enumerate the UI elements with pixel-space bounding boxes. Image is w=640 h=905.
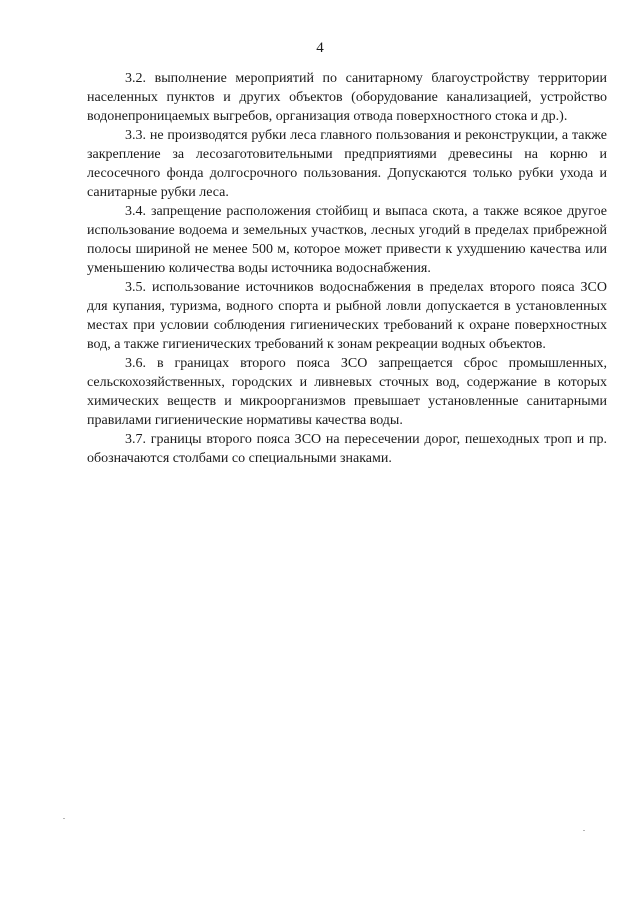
paragraph-3-3: 3.3. не производятся рубки леса главного пользования и реконструкции, а также закрепление за лесозаготовительными предприятиями древесины на корню и лесосечного фонда долгосрочного пользования. Допускаются только рубки ухода и санитарные рубки леса. <box>87 128 607 200</box>
paragraph-3-6: 3.6. в границах второго пояса ЗСО запрещается сброс промышленных, сельскохозяйственных, городских и ливневых сточных вод, содержание в которых химических веществ и микроорганизмов превышает установленные санитарными правилами гигиенические нормативы качества воды. <box>87 356 607 428</box>
page-number: 4 <box>316 40 324 56</box>
paragraph-3-7: 3.7. границы второго пояса ЗСО на пересечении дорог, пешеходных троп и пр. обозначаются столбами со специальными знаками. <box>87 432 607 466</box>
scan-speck <box>63 818 65 819</box>
document-body <box>87 69 607 468</box>
paragraph-3-5: 3.5. использование источников водоснабжения в пределах второго пояса ЗСО для купания, туризма, водного спорта и рыбной ловли допускается в установленных местах при условии соблюдения гигиенических требований к охране поверхностных вод, а также гигиенических требований к зонам рекреации водных объектов. <box>87 280 607 352</box>
paragraph-3-2: 3.2. выполнение мероприятий по санитарному благоустройству территории населенных пунктов и других объектов (оборудование канализацией, устройство водонепроницаемых выгребов, организация отвода поверхностного стока и др.). <box>87 71 607 124</box>
scan-speck <box>583 830 585 831</box>
paragraph-3-4: 3.4. запрещение расположения стойбищ и выпаса скота, а также всякое другое использование водоема и земельных участков, лесных угодий в пределах прибрежной полосы шириной не менее 500 м, которое может привести к ухудшению качества или уменьшению количества воды источника водоснабжения. <box>87 204 607 276</box>
